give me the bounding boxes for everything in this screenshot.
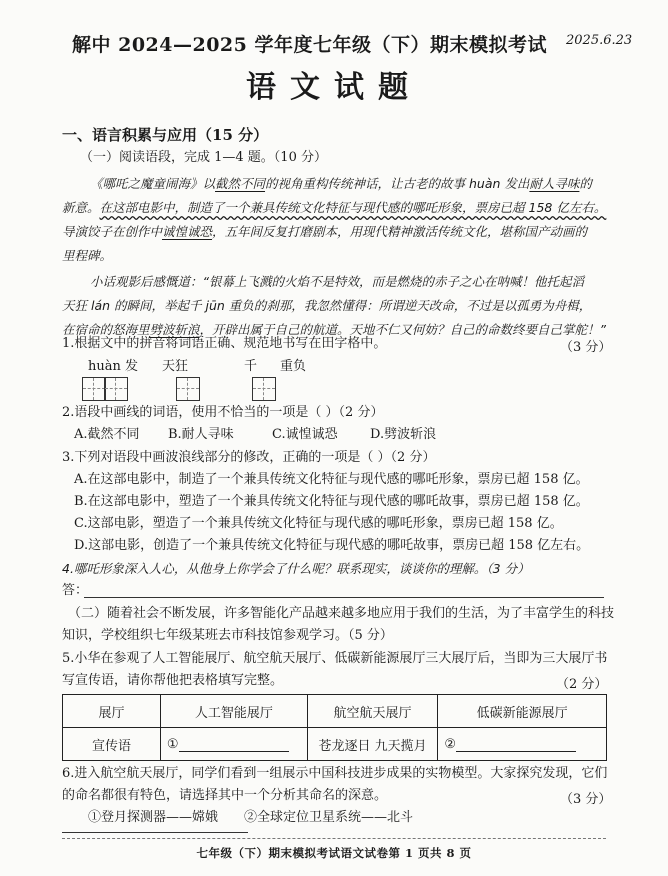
part1-title: （一）阅读语段，完成 1—4 题。（10 分） [80,150,327,165]
slogan-cell-aerospace: 苍龙逐日 九天揽月 [307,728,438,761]
writing-grid-box[interactable] [252,377,276,401]
q3-option-b[interactable]: B.在这部电影中，塑造了一个兼具传统文化特征与现代感的哪吒故事，票房已超 158 亿。 [74,494,589,509]
table-header: 航空航天展厅 [307,695,438,728]
slogan-table [62,694,607,761]
answer-label: 答： [62,583,89,598]
passage-line: 导演饺子在创作中诚惶诚恐，五年间反复打磨剧本，用现代精神激活传统文化，堪称国产动画的 [62,224,588,239]
question-6: 的命名都很有特色，请选择其中一个分析其命名的深意。 [62,788,388,803]
table-row-label: 宣传语 [63,728,161,761]
slogan-cell-2[interactable]: ② [438,728,607,761]
question-2: 2.语段中画线的词语，使用不恰当的一项是（ ）（2 分） [62,405,384,420]
exam-title: 解中 2024—2025 学年度七年级（下）期末模拟考试 [72,34,547,56]
divider [62,838,606,839]
part2-intro: （二）随着社会不断发展，许多智能化产品越来越多地应用于我们的生活，为了丰富学生的科技 [68,606,615,621]
slogan-cell-1[interactable]: ① [160,728,307,761]
question-5: 写宣传语，请你帮他把表格填写完整。 [62,673,284,688]
table-header: 人工智能展厅 [160,695,307,728]
question-5-score: （2 分） [556,677,608,692]
answer-line[interactable] [84,597,604,598]
q3-option-c[interactable]: C.这部电影，塑造了一个兼具传统文化特征与现代感的哪吒形象，票房已超 158 亿。 [74,516,563,531]
writing-grid-box[interactable] [176,377,200,401]
question-6-score: （3 分） [560,792,612,807]
passage-line: 新意。在这部电影中，制造了一个兼具传统文化特征与现代感的哪吒形象，票房已超 158 亿左右。 [62,200,607,215]
q6-item-2: ②全球定位卫星系统——北斗 [244,810,414,825]
passage-line: 《哪吒之魔童闹海》以截然不同的视角重构传统神话，让古老的故事 huàn 发出耐人寻味的 [90,176,592,191]
passage-line: 在宿命的怒海里劈波斩浪，开辟出属于自己的航道。天地不仁又何妨？自己的命数终要自己掌舵！” [62,322,607,337]
writing-grid-box[interactable] [104,377,128,401]
section-title: 一、语言积累与应用（15 分） [62,126,269,144]
writing-grid-box[interactable] [82,377,106,401]
passage-line: 小话观影后感慨道：“银幕上飞溅的火焰不是特效，而是燃烧的赤子之心在呐喊！他托起滔 [90,274,584,289]
q2-option-d[interactable]: D.劈波斩浪 [370,427,437,442]
word-label: 天狂 [162,359,189,374]
question-5: 5.小华在参观了人工智能展厅、航空航天展厅、低碳新能源展厅三大展厅后，当即为三大展厅书 [62,651,608,666]
question-1: 1.根据文中的拼音将词语正确、规范地书写在田字格中。 [62,336,387,351]
q2-option-c[interactable]: C.诚惶诚恐 [272,427,338,442]
question-1-score: （3 分） [560,340,612,355]
table-header: 展厅 [63,695,161,728]
word-label: 重负 [280,359,307,374]
q3-option-d[interactable]: D.这部电影，创造了一个兼具传统文化特征与现代感的哪吒故事，票房已超 158 亿左右。 [74,538,590,553]
question-6: 6.进入航空航天展厅，同学们看到一组展示中国科技进步成果的实物模型。大家探究发现，它们 [62,766,608,781]
question-3: 3.下列对语段中画波浪线部分的修改，正确的一项是（ ）（2 分） [62,450,436,465]
subject-title: 语文试题 [246,70,422,105]
passage-line: 里程碑。 [62,248,113,263]
table-header: 低碳新能源展厅 [438,695,607,728]
answer-line[interactable] [62,832,248,833]
page-footer: 七年级（下）期末模拟考试语文试卷第 1 页共 8 页 [196,846,472,860]
question-4: 4.哪吒形象深入人心，从他身上你学会了什么呢？联系现实，谈谈你的理解。（3 分） [62,561,530,576]
part2-intro: 知识，学校组织七年级某班去市科技馆参观学习。（5 分） [62,628,393,643]
q6-item-1: ①登月探测器——嫦娥 [88,810,219,825]
word-label: 千 [244,359,258,374]
pinyin-label: huàn 发 [88,359,139,374]
q2-option-b[interactable]: B.耐人寻味 [168,427,234,442]
q2-option-a[interactable]: A.截然不同 [74,427,140,442]
passage-line: 天狂 lán 的瞬间，举起千 jūn 重负的刹那，我忽然懂得：所谓逆天改命，不过是以孤勇为舟楫， [62,298,592,313]
q3-option-a[interactable]: A.在这部电影中，制造了一个兼具传统文化特征与现代感的哪吒形象，票房已超 158 亿。 [74,472,589,487]
exam-date: 2025.6.23 [566,33,633,48]
